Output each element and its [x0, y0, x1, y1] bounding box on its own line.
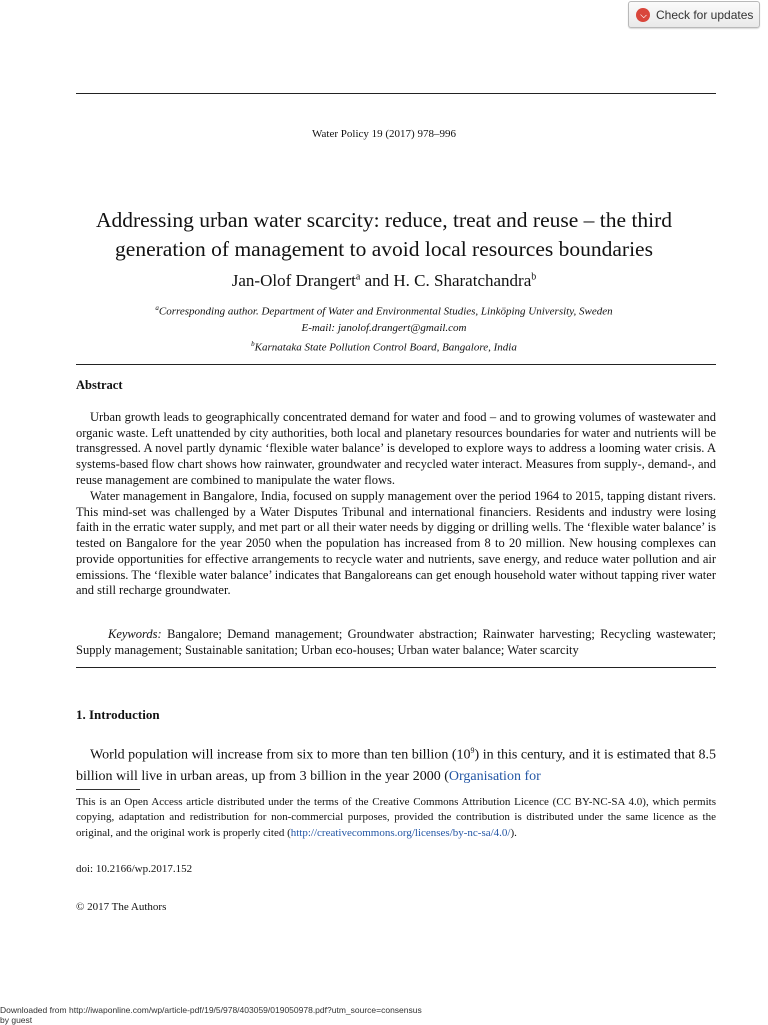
download-notice-line-2: by guest — [0, 1015, 33, 1025]
abstract-top-rule — [76, 364, 716, 365]
affiliation-a-mark: a — [155, 304, 159, 312]
keywords-text: Bangalore; Demand management; Groundwater abstraction; Rainwater harvesting; Recycling wastewater; Supply management; Sustainable sanitation; Urban eco-houses; Urban water balance; Water scarcity — [76, 627, 716, 657]
author-2-affiliation-mark: b — [531, 271, 537, 283]
abstract-paragraph-2-text: Water management in Bangalore, India, focused on supply management over the period 1964 to 2015, tapping distant rivers. This mind-set was challenged by a Water Disputes Tribunal and international financiers. Residents and industry were losing faith in the erratic water supply, and met part or all their water needs by digging or drilling wells. The ‘flexible water balance’ is tested on Bangalore for the year 2050 when the population has increased from 8 to 20 million. New housing complexes can provide opportunities for effective arrangements to recycle water and nutrients, save energy, and reduce water pollution and air emissions. The ‘flexible water balance’ indicates that Bangaloreans can get enough household water without tapping river water and still recharge groundwater. — [76, 489, 716, 598]
affiliation-b-mark: b — [251, 340, 255, 348]
introduction-text-part-2: ) in this century, and it is estimated that 8.5 billion will live in urban areas, up from 3 billion in the year 2000 ( — [76, 747, 717, 784]
journal-citation: Water Policy 19 (2017) 978–996 — [312, 128, 456, 140]
author-1-affiliation-mark: a — [355, 271, 361, 283]
license-footnote — [76, 795, 716, 841]
abstract-paragraph-1 — [76, 410, 716, 489]
license-link[interactable]: http://creativecommons.org/licenses/by-nc-sa/4.0/ — [290, 826, 511, 839]
check-for-updates-icon — [636, 8, 650, 22]
affiliation-b — [0, 340, 768, 354]
check-for-updates-button[interactable] — [628, 1, 760, 28]
license-text-end: ). — [510, 826, 517, 839]
abstract-paragraph-1-text: Urban growth leads to geographically concentrated demand for water and food – and to growing volumes of wastewater and organic waste. Left unattended by city authorities, both local and planetary resources boundaries for water and nutrients will be transgressed. A novel partly dynamic ‘flexible water balance’ is developed to explore ways to address a looming water crisis. A systems-based flow chart shows how rainwater, groundwater and recycled water interact. Measures from supply-, demand-, and reuse management are combined to manipulate the water flows. — [76, 410, 716, 487]
abstract-bottom-rule — [76, 667, 716, 668]
corresponding-email: E-mail: janolof.drangert@gmail.com — [301, 322, 467, 334]
abstract-heading: Abstract — [76, 378, 123, 392]
license-text: This is an Open Access article distributed under the terms of the Creative Commons Attribution Licence (CC BY-NC-SA 4.0), which permits copying, adaptation and redistribution for non-commercial purposes, provided the contribution is distributed under the same licence as the original, and the original work is properly cited ( — [76, 796, 716, 839]
author-list — [0, 271, 768, 291]
keywords — [76, 626, 716, 658]
copyright: © 2017 The Authors — [76, 901, 167, 913]
section-heading-introduction: 1. Introduction — [76, 707, 160, 722]
paper-title — [60, 206, 708, 264]
check-for-updates-label: Check for updates — [656, 7, 754, 22]
keywords-label: Keywords: — [108, 627, 162, 641]
affiliation-b-text: Karnataka State Pollution Control Board, Bangalore, India — [254, 341, 517, 354]
title-line-2: generation of management to avoid local resources boundaries — [115, 237, 653, 261]
doi: doi: 10.2166/wp.2017.152 — [76, 863, 193, 875]
footnote-rule — [76, 789, 140, 790]
title-line-1: Addressing urban water scarcity: reduce, treat and reuse – the third — [95, 208, 673, 232]
introduction-text-part-1: World population will increase from six to more than ten billion (10 — [90, 747, 471, 763]
author-2: H. C. Sharatchandra — [393, 271, 532, 290]
author-1: Jan-Olof Drangert — [231, 271, 356, 290]
introduction-paragraph — [76, 740, 716, 787]
author-conjunction: and — [360, 271, 394, 290]
affiliation-a — [0, 304, 768, 318]
introduction-exponent: 9 — [470, 746, 475, 755]
citation-link[interactable]: Organisation for — [448, 768, 541, 784]
header-rule — [76, 93, 716, 94]
download-notice-line-1: Downloaded from http://iwaponline.com/wp/article-pdf/19/5/978/403059/019050978.pdf?utm_source=consensus — [0, 1005, 422, 1015]
affiliation-a-text: Corresponding author. Department of Water and Environmental Studies, Linköping University, Sweden — [158, 305, 613, 318]
download-notice — [0, 1005, 768, 1025]
abstract-paragraph-2 — [76, 489, 716, 599]
